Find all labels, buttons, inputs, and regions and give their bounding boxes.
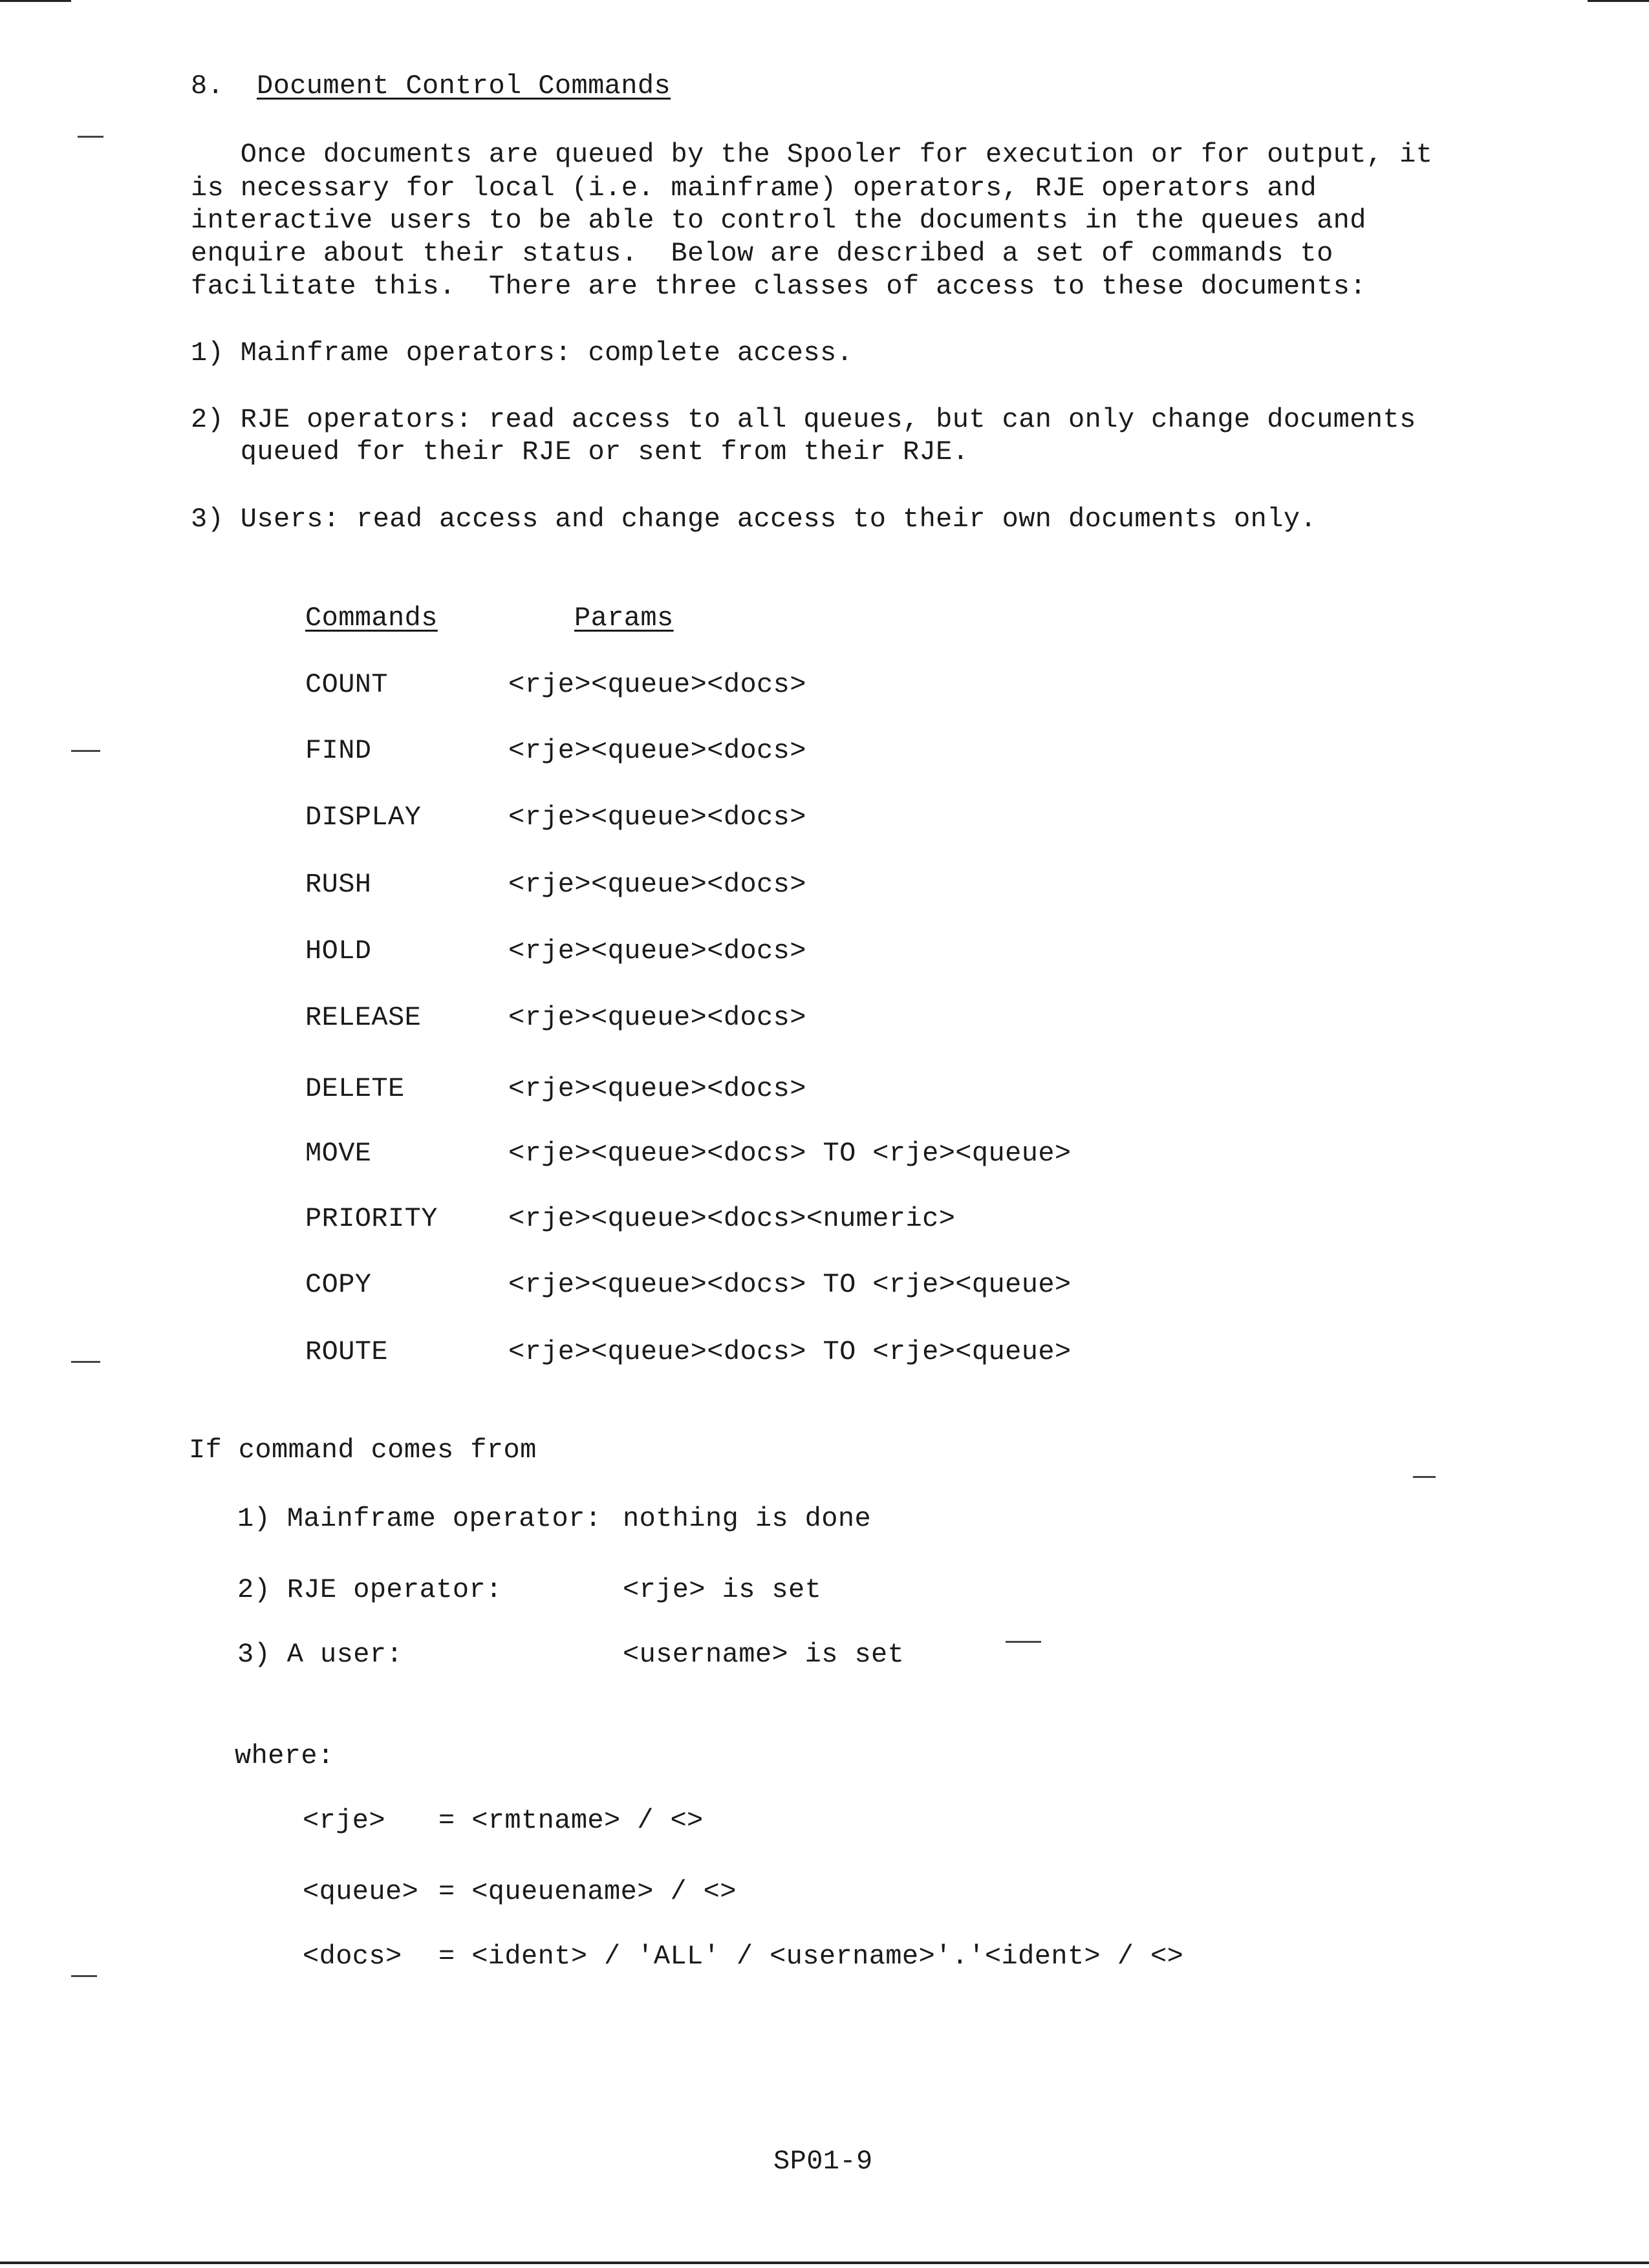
where-definition: = <rmtname> / <>	[438, 1805, 704, 1836]
scan-mark	[1413, 1476, 1436, 1478]
intro-line: is necessary for local (i.e. mainframe) operators, RJE operators and	[191, 173, 1317, 204]
if-command-heading: If command comes from	[189, 1435, 537, 1466]
access-class-item: 2) RJE operators: read access to all queues, but can only change documents	[191, 404, 1416, 435]
if-command-label: 1) Mainframe operator:	[237, 1503, 602, 1534]
table-params: <rje><queue><docs> TO <rje><queue>	[508, 1336, 1072, 1367]
table-command: DISPLAY	[305, 802, 422, 833]
if-command-label: 2) RJE operator:	[237, 1574, 502, 1605]
if-command-value: <rje> is set	[623, 1574, 822, 1605]
where-term: <docs>	[303, 1941, 402, 1972]
section-title: Document Control Commands	[257, 70, 671, 102]
intro-line: facilitate this. There are three classes of access to these documents:	[191, 271, 1366, 302]
scan-mark	[71, 1975, 97, 1977]
bottom-rule	[0, 2262, 1649, 2264]
scan-mark	[1006, 1641, 1041, 1643]
table-params: <rje><queue><docs>	[508, 669, 806, 700]
intro-line: enquire about their status. Below are described a set of commands to	[191, 238, 1333, 269]
top-rule-right	[1588, 0, 1649, 2]
table-command: HOLD	[305, 936, 372, 967]
table-command: RUSH	[305, 869, 372, 900]
scan-mark	[71, 1361, 100, 1363]
if-command-label: 3) A user:	[237, 1639, 404, 1670]
table-params: <rje><queue><docs>	[508, 1073, 806, 1104]
where-definition: = <ident> / 'ALL' / <username>'.'<ident> / <>	[438, 1941, 1184, 1972]
table-params: <rje><queue><docs><numeric>	[508, 1203, 956, 1234]
table-command: RELEASE	[305, 1002, 422, 1033]
table-header-commands: Commands	[305, 603, 438, 634]
if-command-value: <username> is set	[623, 1639, 905, 1670]
table-params: <rje><queue><docs>	[508, 802, 806, 833]
where-term: <rje>	[303, 1805, 386, 1836]
intro-line: Once documents are queued by the Spooler for execution or for output, it	[191, 139, 1433, 170]
if-command-value: nothing is done	[623, 1503, 872, 1534]
scan-mark	[78, 136, 103, 138]
where-term: <queue>	[303, 1876, 419, 1907]
table-command: PRIORITY	[305, 1203, 438, 1234]
table-command: DELETE	[305, 1073, 405, 1104]
table-params: <rje><queue><docs> TO <rje><queue>	[508, 1138, 1072, 1169]
where-heading: where:	[235, 1740, 334, 1771]
top-rule-left	[0, 0, 71, 2]
where-definition: = <queuename> / <>	[438, 1876, 737, 1907]
access-class-item: 3) Users: read access and change access to their own documents only.	[191, 504, 1317, 535]
table-command: FIND	[305, 735, 372, 766]
table-params: <rje><queue><docs>	[508, 1002, 806, 1033]
table-params: <rje><queue><docs>	[508, 869, 806, 900]
access-class-item: 1) Mainframe operators: complete access.	[191, 337, 854, 369]
table-header-params: Params	[574, 603, 674, 634]
table-command: MOVE	[305, 1138, 372, 1169]
table-params: <rje><queue><docs>	[508, 936, 806, 967]
table-command: ROUTE	[305, 1336, 389, 1367]
table-params: <rje><queue><docs> TO <rje><queue>	[508, 1269, 1072, 1300]
table-params: <rje><queue><docs>	[508, 735, 806, 766]
access-class-item-continued: queued for their RJE or sent from their RJE.	[191, 436, 969, 467]
intro-line: interactive users to be able to control the documents in the queues and	[191, 205, 1366, 236]
scan-mark	[71, 750, 100, 752]
page-number: SP01-9	[773, 2146, 873, 2177]
table-command: COPY	[305, 1269, 372, 1300]
table-command: COUNT	[305, 669, 389, 700]
section-number: 8.	[191, 70, 224, 102]
